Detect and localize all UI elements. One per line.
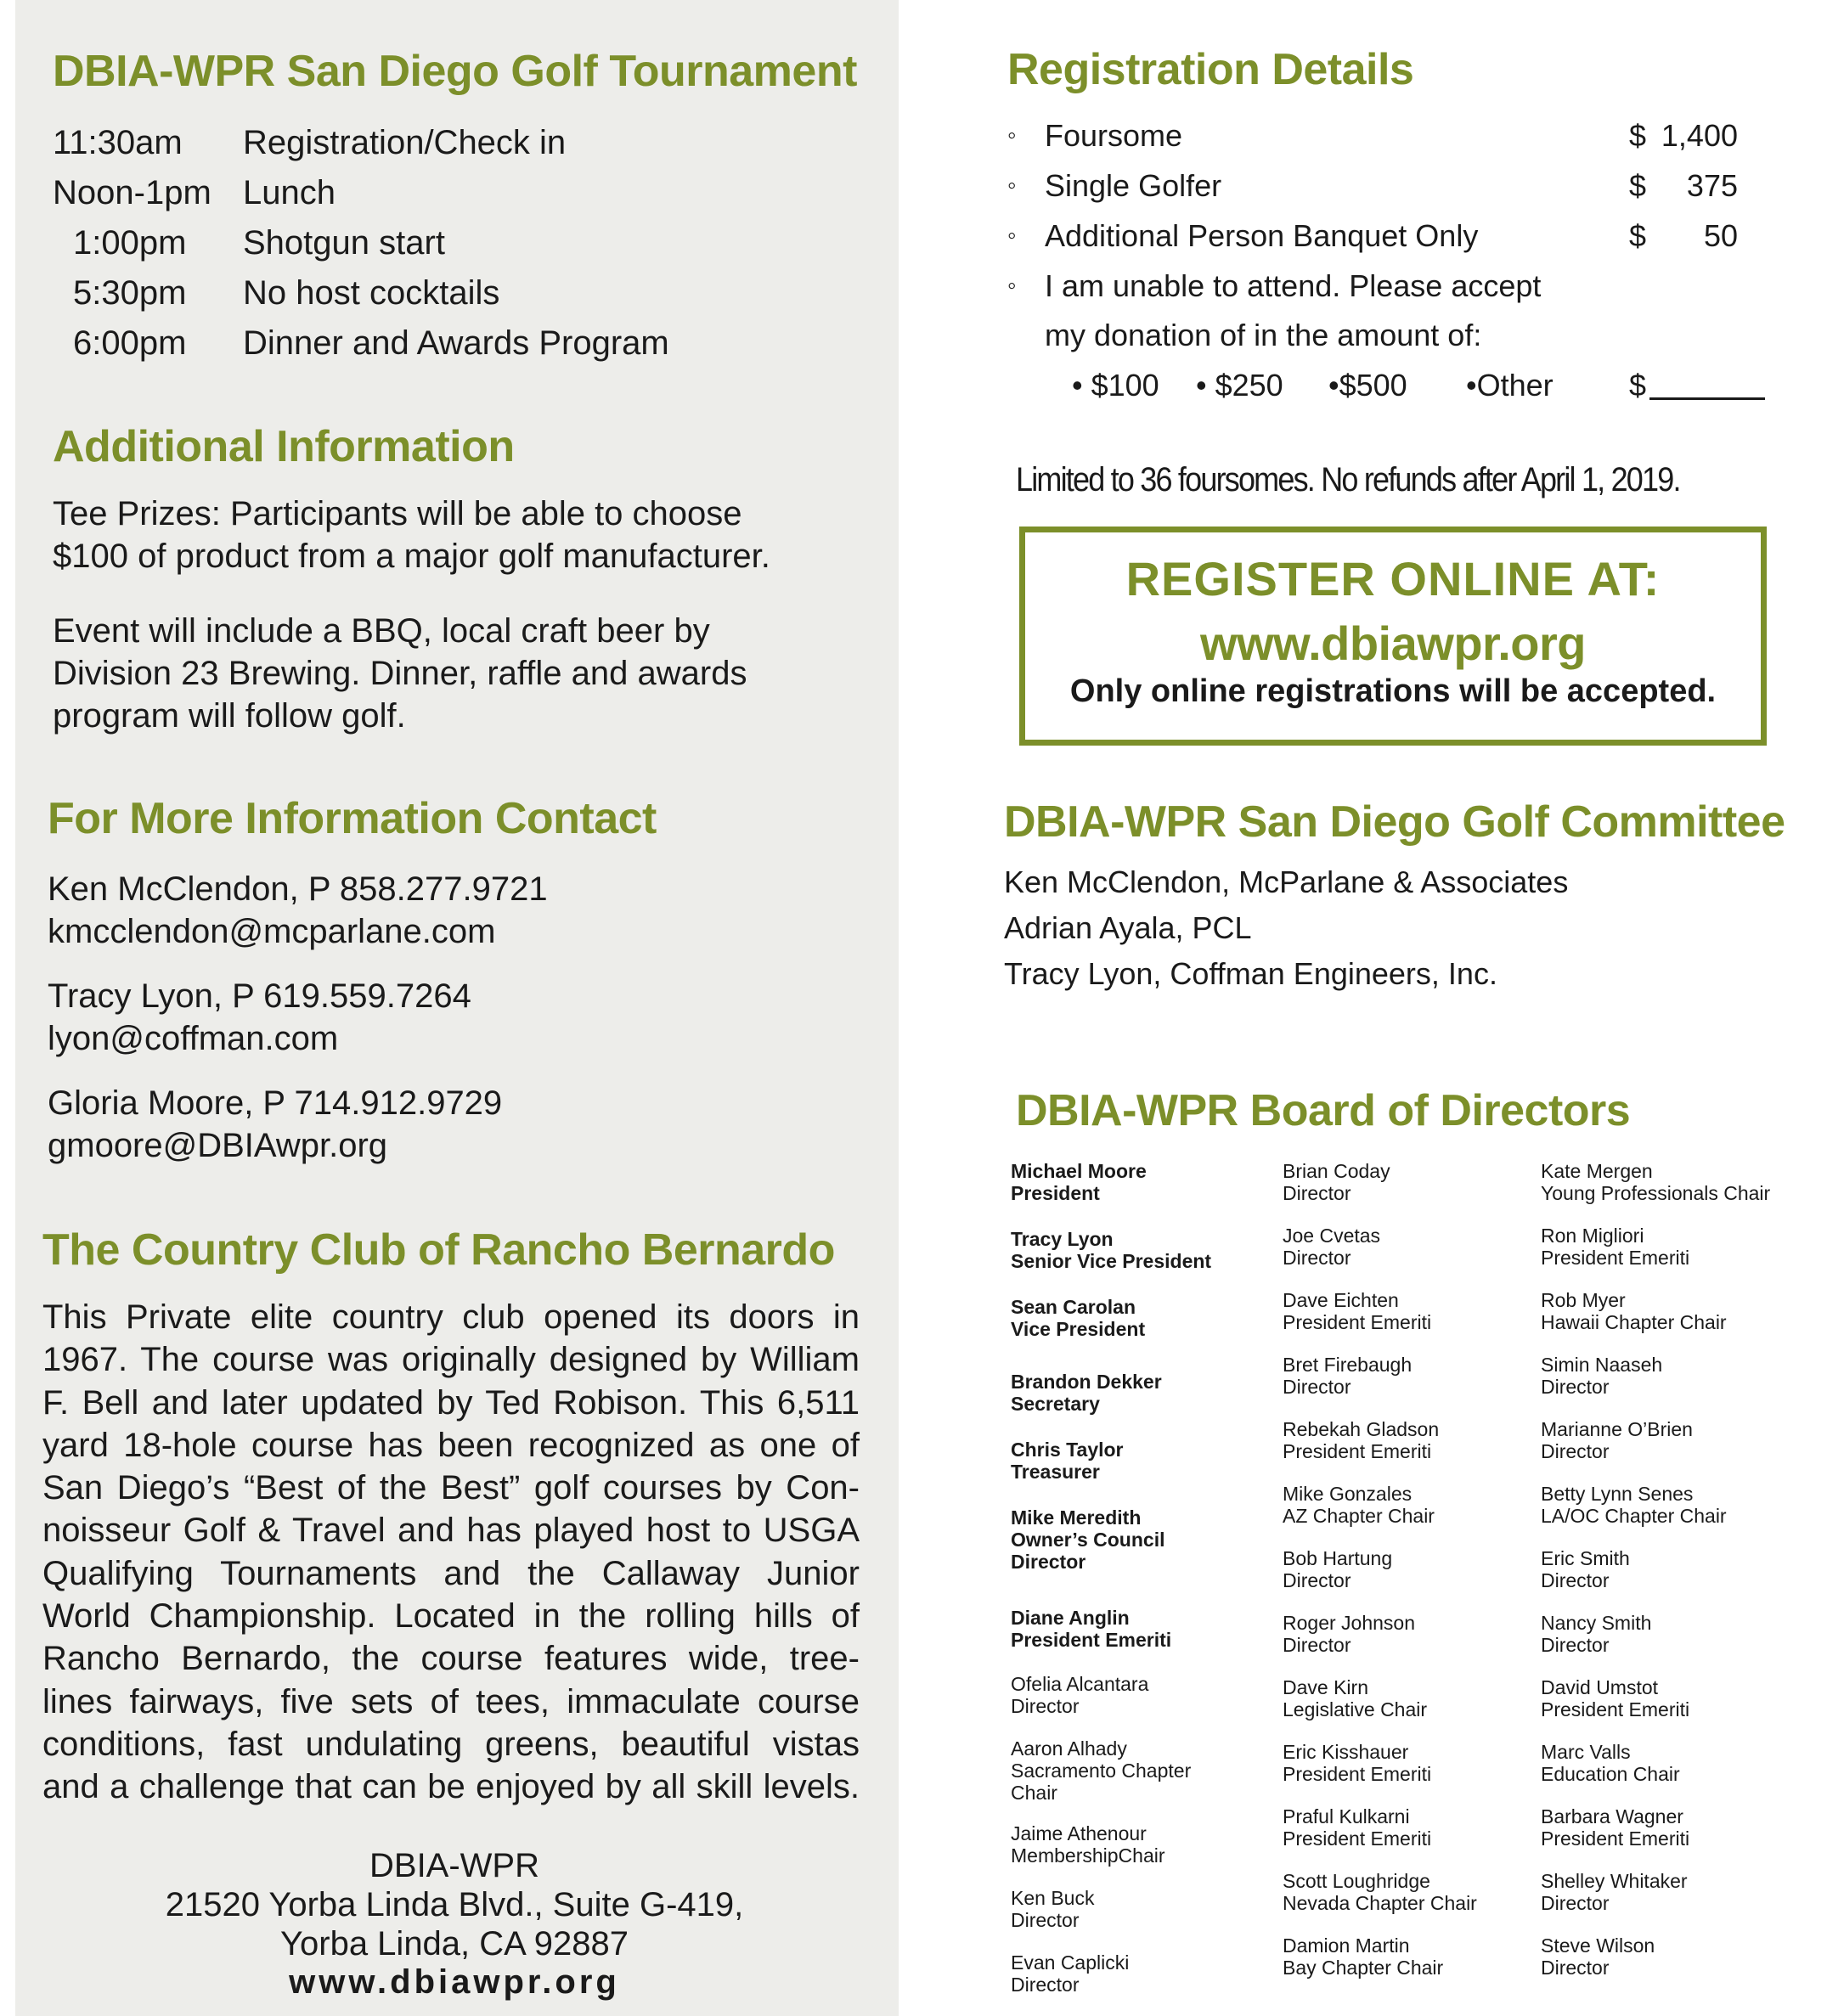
board-member-title: President Emeriti [1283, 1827, 1432, 1850]
contact-email[interactable]: gmoore@DBIAwpr.org [48, 1127, 388, 1164]
board-member [1011, 1371, 1162, 1415]
board-member-name: Dave Eichten [1283, 1289, 1399, 1311]
schedule-time: 11:30am [53, 124, 183, 161]
board-member-name: Mike Gonzales [1283, 1483, 1413, 1505]
club-line: 1967. The course was originally designed by William [42, 1341, 860, 1379]
board-member [1011, 1296, 1145, 1340]
board-member-title: Director [1283, 1247, 1351, 1269]
donation-currency: $ [1629, 368, 1647, 403]
board-member-title: Senior Vice President [1011, 1250, 1212, 1272]
contact-phone: Ken McClendon, P 858.277.9721 [48, 870, 548, 908]
schedule-event: Lunch [243, 174, 336, 211]
board-member-title: LA/OC Chapter Chair [1541, 1505, 1727, 1527]
donation-amount-option[interactable]: •Other [1466, 368, 1554, 403]
board-member-title: MembershipChair [1011, 1844, 1165, 1867]
board-member-name: Marc Valls [1541, 1741, 1631, 1763]
contact-phone: Gloria Moore, P 714.912.9729 [48, 1084, 503, 1122]
board-member-title: Secretary [1011, 1393, 1100, 1415]
board-member [1283, 1289, 1431, 1333]
register-note: Only online registrations will be accepted. [1069, 673, 1717, 709]
option-currency: $ [1629, 168, 1647, 203]
schedule-time: 5:30pm [73, 274, 187, 312]
board-member [1541, 1289, 1727, 1333]
board-member-name: Aaron Alhady [1011, 1737, 1127, 1760]
board-member [1541, 1418, 1693, 1462]
option-label: Additional Person Banquet Only [1045, 218, 1479, 253]
board-member [1283, 1225, 1380, 1269]
board-member-title: Director [1011, 1551, 1086, 1573]
board-member-name: Rob Myer [1541, 1289, 1626, 1311]
address-org: DBIA-WPR [369, 1847, 539, 1884]
board-member-name: Mike Meredith [1011, 1506, 1142, 1529]
board-member [1011, 1160, 1147, 1204]
board-member-title: Chair [1011, 1782, 1057, 1804]
board-member [1283, 1870, 1477, 1914]
board-member-title: Legislative Chair [1283, 1698, 1428, 1720]
address-website-link[interactable]: www.dbiawpr.org [289, 1963, 620, 2001]
board-member [1011, 1506, 1164, 1573]
board-member-name: Bret Firebaugh [1283, 1354, 1413, 1376]
board-member-name: Roger Johnson [1283, 1612, 1415, 1634]
board-member-title: Hawaii Chapter Chair [1541, 1311, 1727, 1333]
board-member-name: Eric Kisshauer [1283, 1741, 1409, 1763]
option-amount: 1,400 [1661, 118, 1738, 153]
board-member-name: Chris Taylor [1011, 1439, 1124, 1461]
circle-bullet-icon: ◦ [1007, 121, 1017, 149]
board-member [1011, 1673, 1148, 1717]
register-online-box [1019, 527, 1767, 746]
club-description [42, 1296, 860, 1809]
board-member [1541, 1934, 1655, 1979]
club-line: San Diego’s “Best of the Best” golf courses by Con- [42, 1469, 860, 1507]
donation-text-line: I am unable to attend. Please accept [1045, 268, 1542, 303]
board-member-title: Director [1283, 1182, 1351, 1204]
schedule-event: Shotgun start [243, 224, 445, 262]
board-member-name: Ofelia Alcantara [1011, 1673, 1149, 1695]
register-url-link[interactable]: www.dbiawpr.org [1199, 617, 1586, 670]
board-member-name: Kate Mergen [1541, 1160, 1653, 1182]
board-member-title: Director [1541, 1892, 1610, 1914]
board-member-name: David Umstot [1541, 1676, 1659, 1698]
club-line: Qualifying Tournaments and the Callaway Junior [42, 1554, 860, 1592]
contact-title: For More Information Contact [48, 794, 657, 843]
committee-member: Adrian Ayala, PCL [1004, 910, 1252, 945]
board-member [1011, 1228, 1211, 1272]
contact-entry [48, 975, 471, 1060]
board-member [1283, 1805, 1431, 1850]
board-member-name: Praful Kulkarni [1283, 1805, 1410, 1827]
committee-member: Ken McClendon, McParlane & Associates [1004, 864, 1569, 899]
additional-info-title: Additional Information [53, 422, 515, 471]
club-line: and a challenge that can be enjoyed by all skill levels. [42, 1768, 860, 1806]
board-member-name: Eric Smith [1541, 1547, 1630, 1569]
board-member-title: President Emeriti [1283, 1311, 1432, 1333]
club-line: lines fairways, five sets of tees, immaculate course [42, 1682, 860, 1720]
board-member-name: Brian Coday [1283, 1160, 1390, 1182]
donation-amount-option[interactable]: • $250 [1196, 368, 1283, 403]
board-member-title: Director [1541, 1569, 1610, 1591]
board-member [1283, 1483, 1435, 1527]
board-member [1283, 1160, 1390, 1204]
board-member-name: Nancy Smith [1541, 1612, 1652, 1634]
board-member-title: Education Chair [1541, 1763, 1680, 1785]
board-member-title: President Emeriti [1541, 1698, 1690, 1720]
club-title: The Country Club of Rancho Bernardo [42, 1225, 835, 1275]
board-member [1011, 1822, 1165, 1867]
register-heading: REGISTER ONLINE AT: [1125, 552, 1661, 605]
board-member-title: Director [1011, 1695, 1080, 1717]
schedule-time: 1:00pm [73, 224, 187, 262]
board-member-title: President Emeriti [1011, 1629, 1172, 1651]
board-member-title: Owner’s Council [1011, 1529, 1165, 1551]
board-member-title: Director [1011, 1909, 1080, 1931]
board-member [1541, 1547, 1630, 1591]
board-member-name: Brandon Dekker [1011, 1371, 1162, 1393]
donation-option-line2 [1045, 317, 1481, 354]
board-member [1011, 1887, 1094, 1931]
option-amount: 375 [1686, 168, 1738, 203]
board-member-title: Director [1541, 1634, 1610, 1656]
club-line: F. Bell and later updated by Ted Robison. This 6,511 [42, 1383, 860, 1422]
contact-email[interactable]: kmcclendon@mcparlane.com [48, 913, 496, 950]
event-info-line: Division 23 Brewing. Dinner, raffle and awards [53, 655, 747, 692]
board-member-title: Bay Chapter Chair [1283, 1957, 1444, 1979]
board-member [1541, 1741, 1680, 1785]
board-member-name: Damion Martin [1283, 1934, 1410, 1957]
board-member-name: Dave Kirn [1283, 1676, 1368, 1698]
registration-title: Registration Details [1007, 45, 1414, 94]
contact-phone: Tracy Lyon, P 619.559.7264 [48, 977, 471, 1015]
board-member-name: Ron Migliori [1541, 1225, 1644, 1247]
board-member-title: AZ Chapter Chair [1283, 1505, 1435, 1527]
board-member [1011, 1737, 1191, 1804]
board-member-title: President Emeriti [1283, 1440, 1432, 1462]
board-member-title: President Emeriti [1283, 1763, 1432, 1785]
board-member-title: President Emeriti [1541, 1247, 1690, 1269]
board-member-name: Rebekah Gladson [1283, 1418, 1440, 1440]
board-member-title: Director [1541, 1957, 1610, 1979]
board-member-name: Jaime Athenour [1011, 1822, 1147, 1844]
board-member-name: Barbara Wagner [1541, 1805, 1683, 1827]
tee-prizes-line: Tee Prizes: Participants will be able to choose [53, 495, 742, 532]
donation-text-line: my donation of in the amount of: [1045, 318, 1482, 352]
donation-amount-option[interactable]: • $100 [1072, 368, 1159, 403]
board-member-name: Scott Loughridge [1283, 1870, 1430, 1892]
circle-bullet-icon: ◦ [1007, 172, 1017, 200]
board-member-name: Shelley Whitaker [1541, 1870, 1688, 1892]
board-member [1283, 1547, 1392, 1591]
board-title: DBIA-WPR Board of Directors [1016, 1086, 1631, 1135]
board-member-name: Ken Buck [1011, 1887, 1095, 1909]
contact-email[interactable]: lyon@coffman.com [48, 1020, 339, 1057]
committee-member: Tracy Lyon, Coffman Engineers, Inc. [1004, 956, 1497, 991]
event-info-line: Event will include a BBQ, local craft beer by [53, 612, 710, 650]
board-member [1283, 1676, 1427, 1720]
board-member [1541, 1354, 1662, 1398]
board-member [1011, 1439, 1124, 1483]
committee-list [1004, 859, 1568, 997]
schedule-event: Dinner and Awards Program [243, 324, 669, 362]
board-member-title: Director [1541, 1440, 1610, 1462]
board-member [1541, 1805, 1689, 1850]
board-member-name: Steve Wilson [1541, 1934, 1655, 1957]
tournament-title: DBIA-WPR San Diego Golf Tournament [53, 47, 857, 96]
board-member-name: Michael Moore [1011, 1160, 1147, 1182]
board-member-title: Director [1283, 1376, 1351, 1398]
club-line: yard 18-hole course has been recognized as one of [42, 1426, 860, 1464]
club-line: Rancho Bernardo, the course features wide, tree- [42, 1640, 860, 1678]
board-member [1011, 1607, 1171, 1651]
limit-notice: Limited to 36 foursomes. No refunds after April 1, 2019. [1016, 461, 1680, 498]
board-member [1541, 1612, 1651, 1656]
donation-amount-option[interactable]: •$500 [1328, 368, 1407, 403]
contact-entry [48, 868, 548, 953]
board-member-title: Treasurer [1011, 1461, 1100, 1483]
club-line: conditions, fast undulating greens, beautiful vistas [42, 1725, 860, 1763]
schedule-time: Noon-1pm [53, 174, 211, 211]
board-member-name: Sean Carolan [1011, 1296, 1136, 1318]
board-member-title: Nevada Chapter Chair [1283, 1892, 1477, 1914]
club-line: noisseur Golf & Travel and has played host to USGA [42, 1512, 860, 1550]
board-member-title: Young Professionals Chair [1541, 1182, 1771, 1204]
address-street: 21520 Yorba Linda Blvd., Suite G-419, [165, 1886, 744, 1923]
board-member [1541, 1870, 1688, 1914]
board-member-name: Bob Hartung [1283, 1547, 1393, 1569]
club-line: This Private elite country club opened its doors in [42, 1298, 860, 1336]
board-member-name: Diane Anglin [1011, 1607, 1130, 1629]
board-member [1283, 1612, 1415, 1656]
donation-blank-line[interactable] [1649, 397, 1765, 400]
board-member-title: President [1011, 1182, 1100, 1204]
board-member-title: President Emeriti [1541, 1827, 1690, 1850]
circle-bullet-icon: ◦ [1007, 272, 1017, 300]
board-member-name: Joe Cvetas [1283, 1225, 1381, 1247]
address-city: Yorba Linda, CA 92887 [280, 1925, 629, 1963]
club-line: World Championship. Located in the rolling hills of [42, 1597, 860, 1636]
board-member [1283, 1418, 1439, 1462]
contact-entry [48, 1082, 502, 1167]
board-member-title: Director [1541, 1376, 1610, 1398]
board-member [1011, 1951, 1129, 1996]
board-member-title: Director [1011, 1974, 1080, 1996]
schedule-time: 6:00pm [73, 324, 187, 362]
option-label: Single Golfer [1045, 168, 1222, 203]
board-member-name: Tracy Lyon [1011, 1228, 1114, 1250]
board-member-title: Sacramento Chapter [1011, 1760, 1192, 1782]
option-label: Foursome [1045, 118, 1183, 153]
board-member [1283, 1934, 1443, 1979]
board-member-title: Director [1283, 1634, 1351, 1656]
board-member-title: Vice President [1011, 1318, 1146, 1340]
board-member [1541, 1160, 1770, 1204]
schedule-event: Registration/Check in [243, 124, 567, 161]
board-member [1541, 1483, 1727, 1527]
option-amount: 50 [1703, 218, 1738, 253]
committee-title: DBIA-WPR San Diego Golf Committee [1004, 797, 1785, 847]
board-member [1541, 1225, 1689, 1269]
board-member-name: Simin Naaseh [1541, 1354, 1663, 1376]
schedule-event: No host cocktails [243, 274, 500, 312]
board-member [1541, 1676, 1689, 1720]
board-member [1283, 1354, 1412, 1398]
tee-prizes-text [53, 493, 868, 577]
tee-prizes-line: $100 of product from a major golf manufacturer. [53, 538, 770, 575]
board-member-name: Evan Caplicki [1011, 1951, 1130, 1974]
board-member-name: Betty Lynn Senes [1541, 1483, 1694, 1505]
circle-bullet-icon: ◦ [1007, 222, 1017, 250]
event-info-text [53, 610, 868, 737]
board-member-name: Marianne O’Brien [1541, 1418, 1693, 1440]
board-member [1283, 1741, 1431, 1785]
event-info-line: program will follow golf. [53, 697, 406, 735]
address-block [34, 1846, 875, 2001]
option-currency: $ [1629, 218, 1647, 253]
option-currency: $ [1629, 118, 1647, 153]
board-member-title: Director [1283, 1569, 1351, 1591]
